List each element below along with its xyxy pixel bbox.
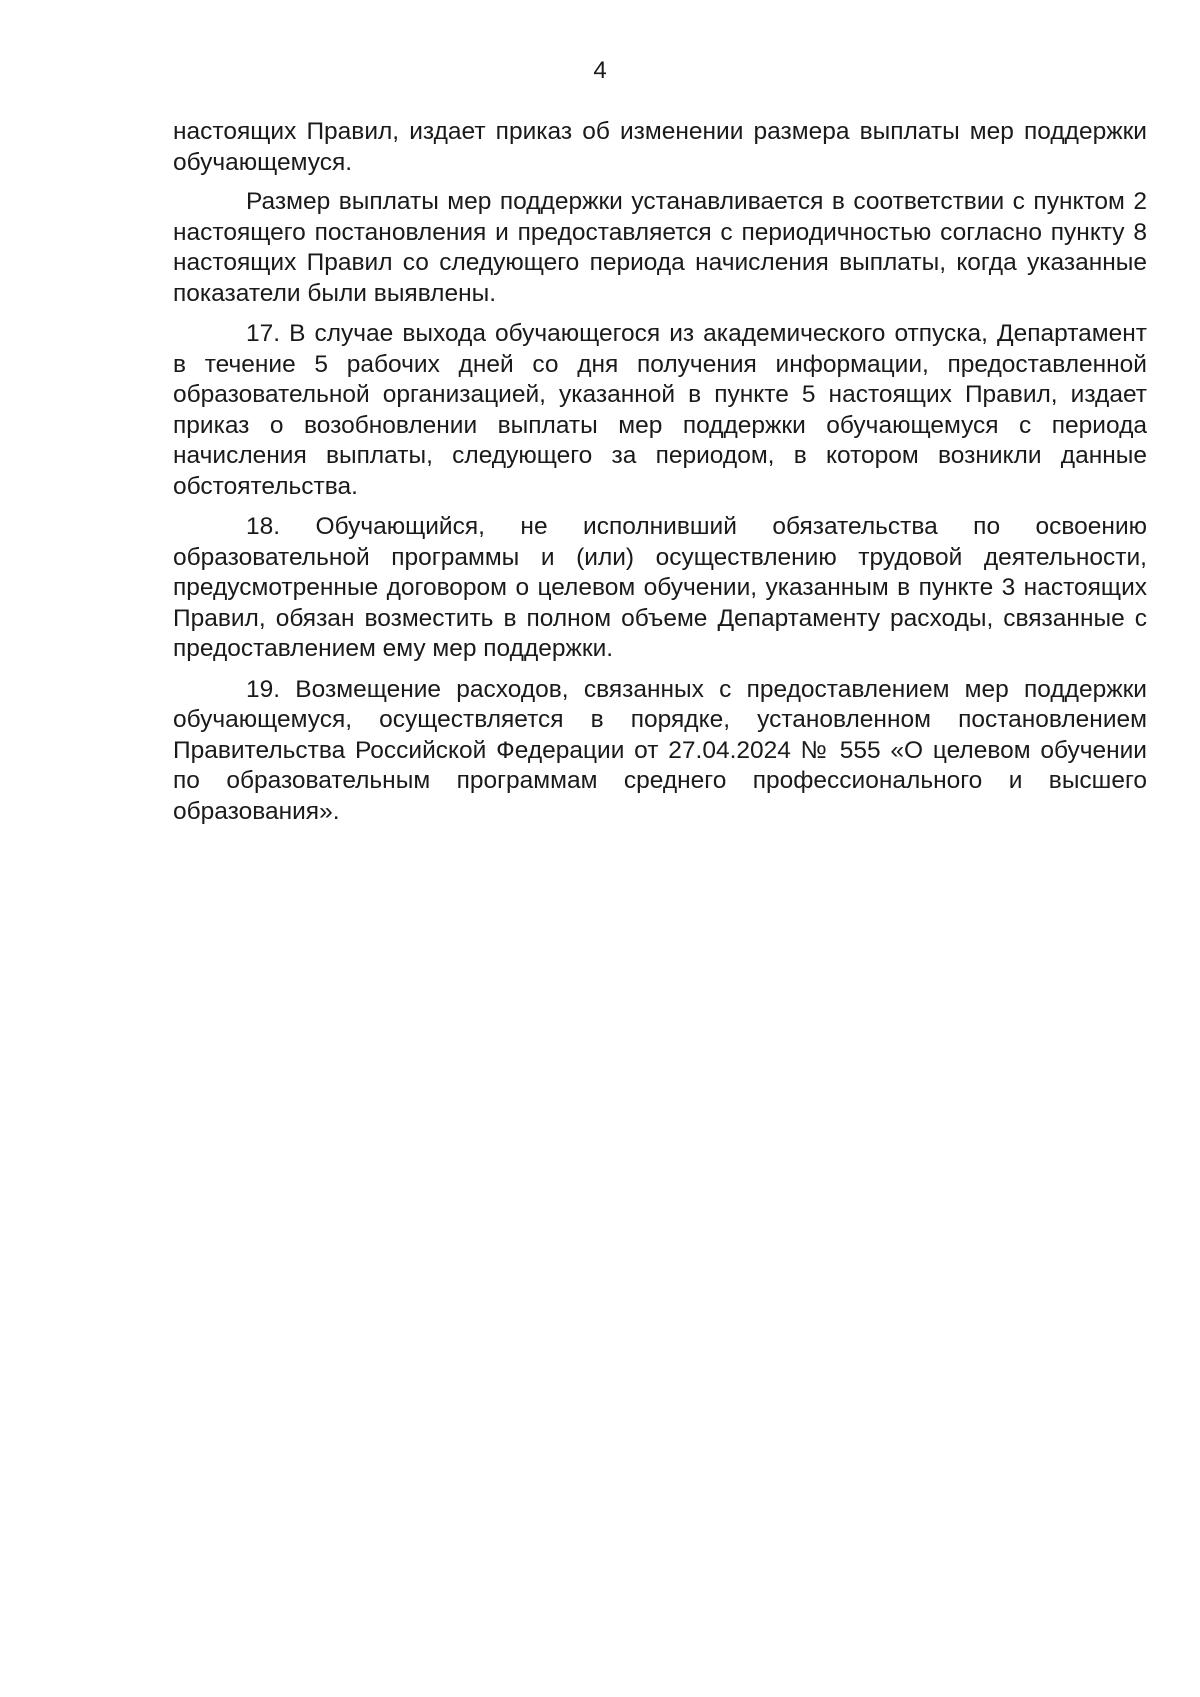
document-body bbox=[173, 117, 1147, 837]
paragraph-item-17: 17. В случае выхода обучающегося из академического отпуска, Департамент в течение 5 рабочих дней со дня получения информации, предоставленной образовательной организацией, указанной в пункте 5 настоящих Правил, издает приказ о возобновлении выплаты мер поддержки обучающемуся с периода начисления выплаты, следующего за периодом, в котором возникли данные обстоятельства. bbox=[173, 320, 1147, 500]
paragraph-payment-size: Размер выплаты мер поддержки устанавливается в соответствии с пунктом 2 настоящего постановления и предоставляется с периодичностью согласно пункту 8 настоящих Правил со следующего периода начисления выплаты, когда указанные показатели были выявлены. bbox=[173, 188, 1147, 307]
paragraph-item-19: 19. Возмещение расходов, связанных с предоставлением мер поддержки обучающемуся, осуществляется в порядке, установленном постановлением Правительства Российской Федерации от 27.04.2024 № 555 «О целевом обучении по образовательным программам среднего профессионального и высшего образования». bbox=[173, 675, 1147, 825]
page-number: 4 bbox=[593, 57, 607, 84]
paragraph-item-18: 18. Обучающийся, не исполнивший обязательства по освоению образовательной программы и (или) осуществлению трудовой деятельности, предусмотренные договором о целевом обучении, указанным в пункте 3 настоящих Правил, обязан возместить в полном объеме Департаменту расходы, связанные с предоставлением ему мер поддержки. bbox=[173, 513, 1147, 662]
paragraph-continuation: настоящих Правил, издает приказ об изменении размера выплаты мер поддержки обучающемуся. bbox=[173, 118, 1147, 176]
